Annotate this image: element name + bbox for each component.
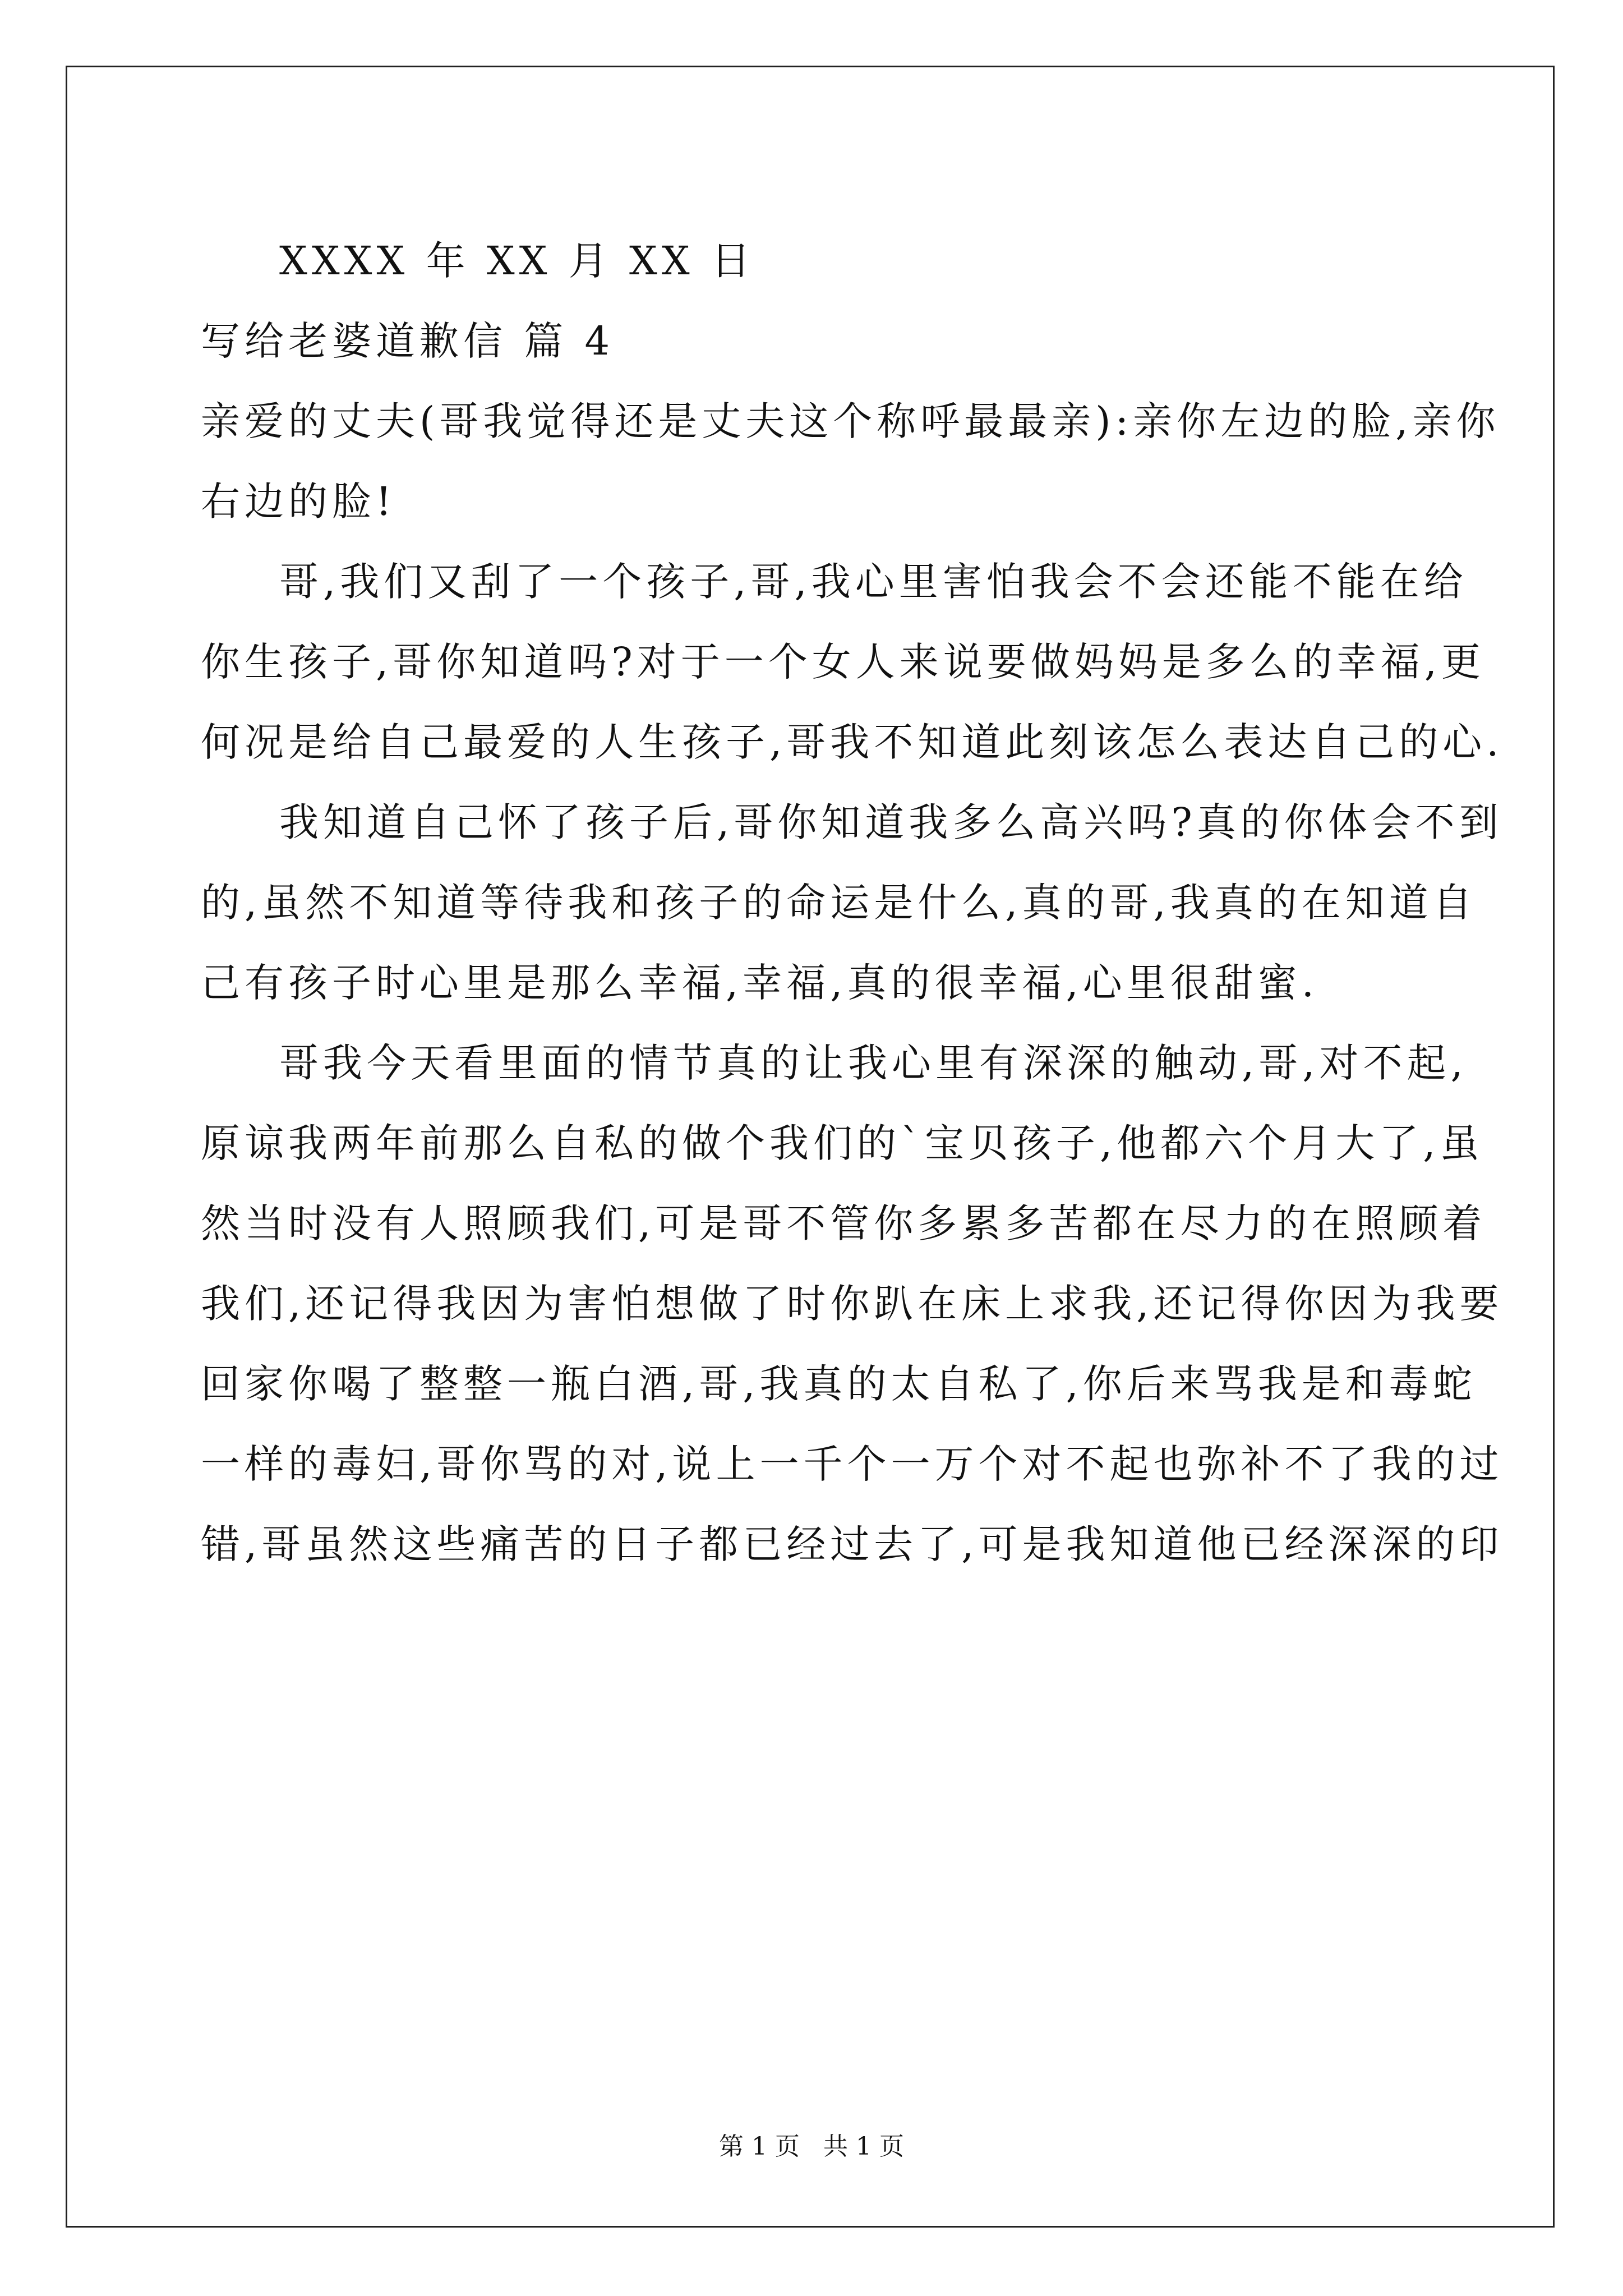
text-line: 你生孩子,哥你知道吗?对于一个女人来说要做妈妈是多么的幸福,更 — [201, 639, 1486, 685]
document-heading: 写给老婆道歉信 篇 4 — [201, 318, 615, 364]
text-line: 错,哥虽然这些痛苦的日子都已经过去了,可是我知道他已经深深的印 — [201, 1521, 1504, 1567]
text-line: 然当时没有人照顾我们,可是哥不管你多累多苦都在尽力的在照顾着 — [201, 1200, 1487, 1246]
text-line: 我知道自己怀了孩子后,哥你知道我多么高兴吗?真的你体会不到 — [279, 799, 1503, 845]
text-line: 哥,我们又刮了一个孩子,哥,我心里害怕我会不会还能不能在给 — [279, 559, 1468, 605]
text-line: 己有孩子时心里是那么幸福,幸福,真的很幸福,心里很甜蜜. — [201, 960, 1319, 1006]
text-line: 哥我今天看里面的情节真的让我心里有深深的触动,哥,对不起, — [279, 1040, 1468, 1086]
page-number: 第 1 页 — [719, 2132, 800, 2161]
text-line: 原谅我两年前那么自私的做个我们的`宝贝孩子,他都六个月大了,虽 — [201, 1120, 1484, 1166]
text-line: 何况是给自己最爱的人生孩子,哥我不知道此刻该怎么表达自己的心. — [201, 719, 1504, 765]
text-line: 回家你喝了整整一瓶白酒,哥,我真的太自私了,你后来骂我是和毒蛇 — [201, 1361, 1477, 1407]
date-line: XXXX 年 XX 月 XX 日 — [279, 238, 755, 284]
text-line: 一样的毒妇,哥你骂的对,说上一千个一万个对不起也弥补不了我的过 — [201, 1441, 1504, 1487]
page-total: 共 1 页 — [823, 2132, 904, 2161]
text-line: 的,虽然不知道等待我和孩子的命运是什么,真的哥,我真的在知道自 — [201, 880, 1477, 926]
text-line: 亲爱的丈夫(哥我觉得还是丈夫这个称呼最最亲):亲你左边的脸,亲你 — [201, 398, 1500, 444]
text-line: 我们,还记得我因为害怕想做了时你趴在床上求我,还记得你因为我要 — [201, 1281, 1504, 1327]
text-line: 右边的脸! — [201, 478, 396, 524]
document-body — [201, 222, 1504, 1585]
page-footer — [0, 2126, 1623, 2162]
